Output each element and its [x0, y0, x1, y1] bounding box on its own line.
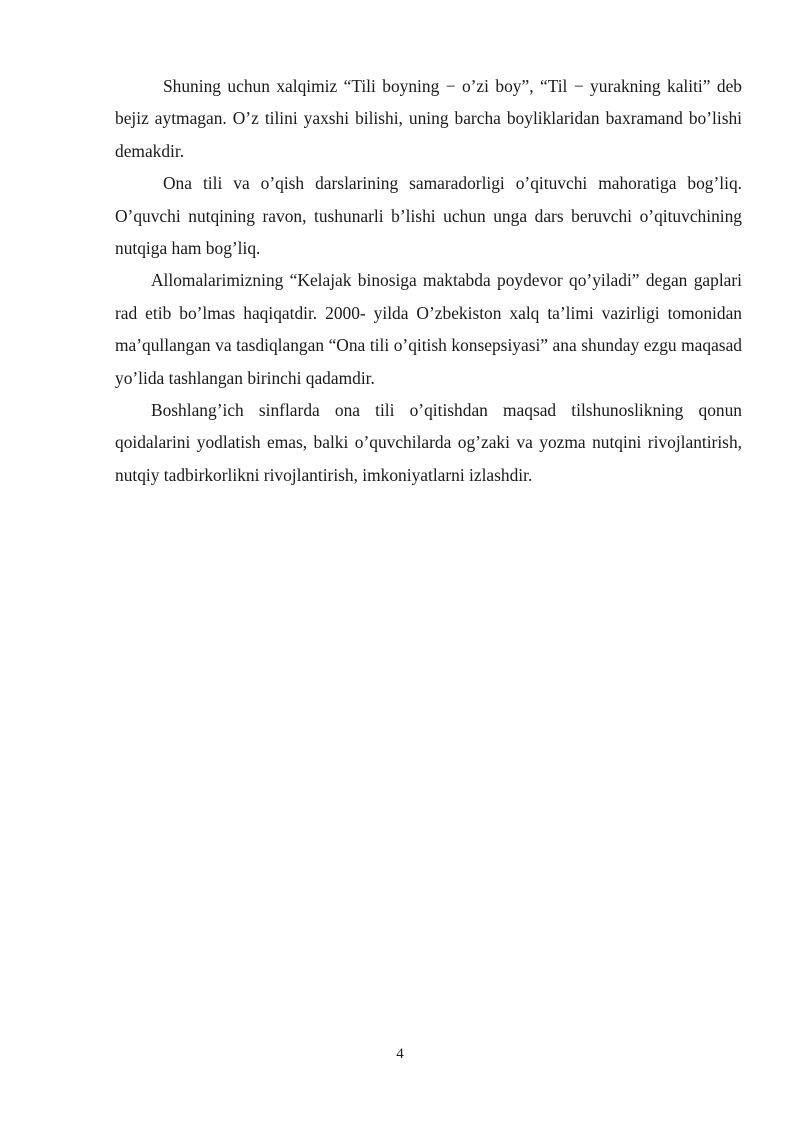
paragraph-1: Shuning uchun xalqimiz “Tili boyning − o’zi boy”, “Til − yurakning kaliti” deb bejiz aytmagan. O’z tilini yaxshi bilishi, uning barcha boyliklaridan baxramand bo’lishi demakdir.: [115, 76, 742, 161]
document-body: [115, 70, 742, 491]
page-number: 4: [396, 1046, 404, 1062]
paragraph-3: Allomalarimizning “Kelajak binosiga maktabda poydevor qo’yiladi” degan gaplari rad etib bo’lmas haqiqatdir. 2000- yilda O’zbekiston xalq ta’limi vazirligi tomonidan ma’qullangan va tasdiqlangan “Ona tili o’qitish konsepsiyasi” ana shunday ezgu maqasad yo’lida tashlangan birinchi qadamdir.: [115, 270, 742, 388]
paragraph-4: Boshlang’ich sinflarda ona tili o’qitishdan maqsad tilshunoslikning qonun qoidalarini yodlatish emas, balki o’quvchilarda og’zaki va yozma nutqini rivojlantirish, nutqiy tadbirkorlikni rivojlantirish, imkoniyatlarni izlashdir.: [115, 400, 742, 485]
paragraph-2: Ona tili va o’qish darslarining samaradorligi o’qituvchi mahoratiga bog’liq. O’quvchi nutqining ravon, tushunarli b’lishi uchun unga dars beruvchi o’qituvchining nutqiga ham bog’liq.: [115, 173, 742, 259]
